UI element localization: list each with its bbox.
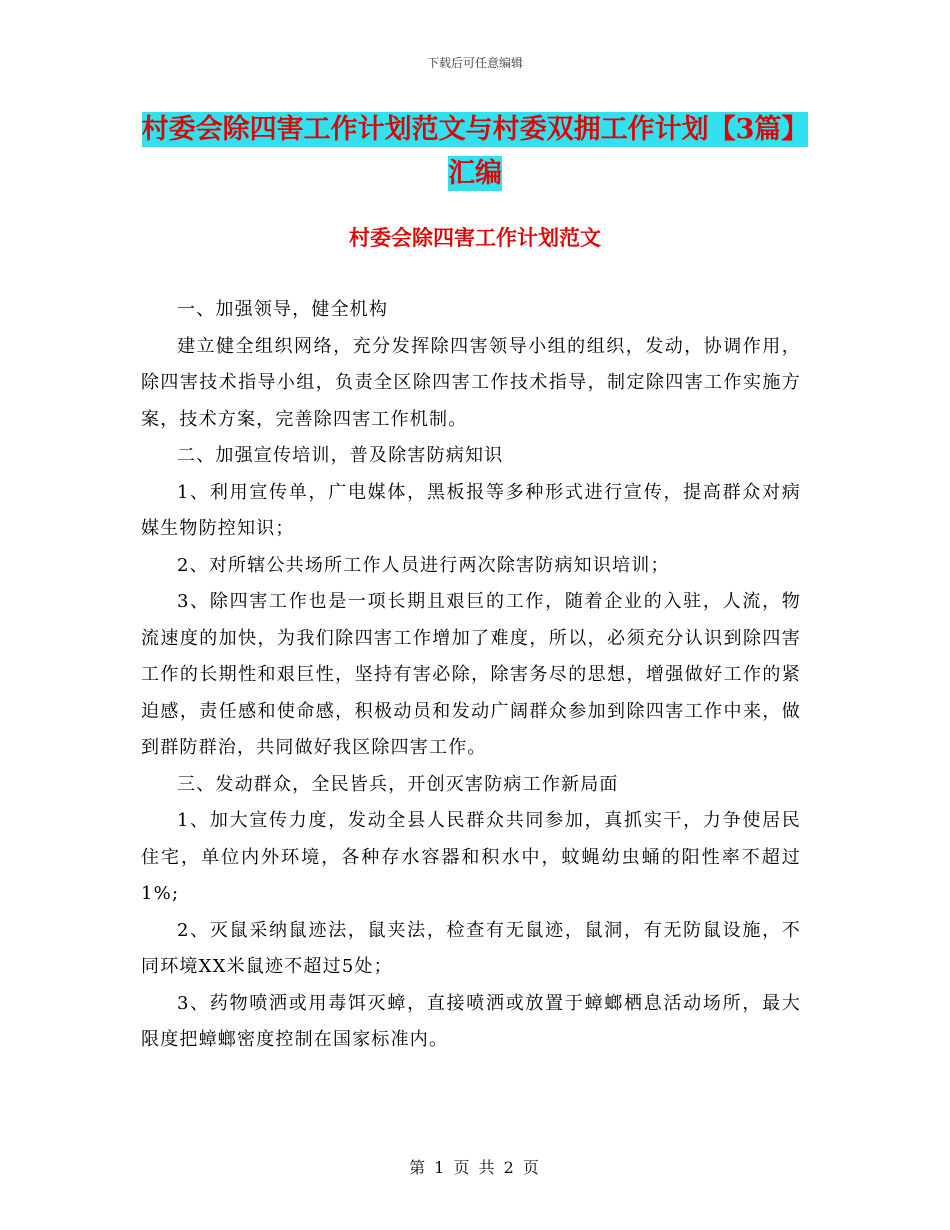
paragraph: 1、利用宣传单，广电媒体，黑板报等多种形式进行宣传，提高群众对病媒生物防控知识； (141, 481, 801, 539)
document-body (141, 292, 801, 1059)
paragraph: 3、药物喷洒或用毒饵灭蟑，直接喷洒或放置于蟑螂栖息活动场所，最大限度把蟑螂密度控制在国家标准内。 (141, 992, 801, 1050)
paragraph: 三、发动群众，全民皆兵，开创灭害防病工作新局面 (177, 773, 619, 795)
page-footer: 第 1 页 共 2 页 (409, 1158, 541, 1177)
section-title: 村委会除四害工作计划范文 (349, 225, 601, 250)
header-note: 下载后可任意编辑 (426, 56, 523, 70)
paragraph: 建立健全组织网络，充分发挥除四害领导小组的组织，发动，协调作用，除四害技术指导小组，负责全区除四害工作技术指导，制定除四害工作实施方案，技术方案，完善除四害工作机制。 (141, 335, 801, 430)
document-title (140, 108, 810, 196)
document-title-text: 村委会除四害工作计划范文与村委双拥工作计划【3篇】汇编 (141, 114, 809, 189)
paragraph: 一、加强领导，健全机构 (177, 299, 389, 320)
paragraph: 3、除四害工作也是一项长期且艰巨的工作，随着企业的入驻，人流，物流速度的加快，为我们除四害工作增加了难度，所以，必须充分认识到除四害工作的长期性和艰巨性，坚持有害必除，除害务尽的思想，增强做好工作的紧迫感，责任感和使命感，积极动员和发动广阔群众参加到除四害工作中来，做到群防群治，共同做好我区除四害工作。 (141, 591, 801, 758)
paragraph: 二、加强宣传培训，普及除害防病知识 (177, 445, 504, 466)
paragraph: 2、灭鼠采纳鼠迹法，鼠夹法，检查有无鼠迹，鼠洞，有无防鼠设施，不同环境XX米鼠迹不超过5处； (141, 919, 801, 977)
paragraph: 1、加大宣传力度，发动全县人民群众共同参加，真抓实干，力争使居民住宅，单位内外环境，各种存水容器和积水中，蚊蝇幼虫蛹的阳性率不超过1%; (141, 810, 801, 904)
paragraph: 2、对所辖公共场所工作人员进行两次除害防病知识培训； (177, 554, 670, 576)
